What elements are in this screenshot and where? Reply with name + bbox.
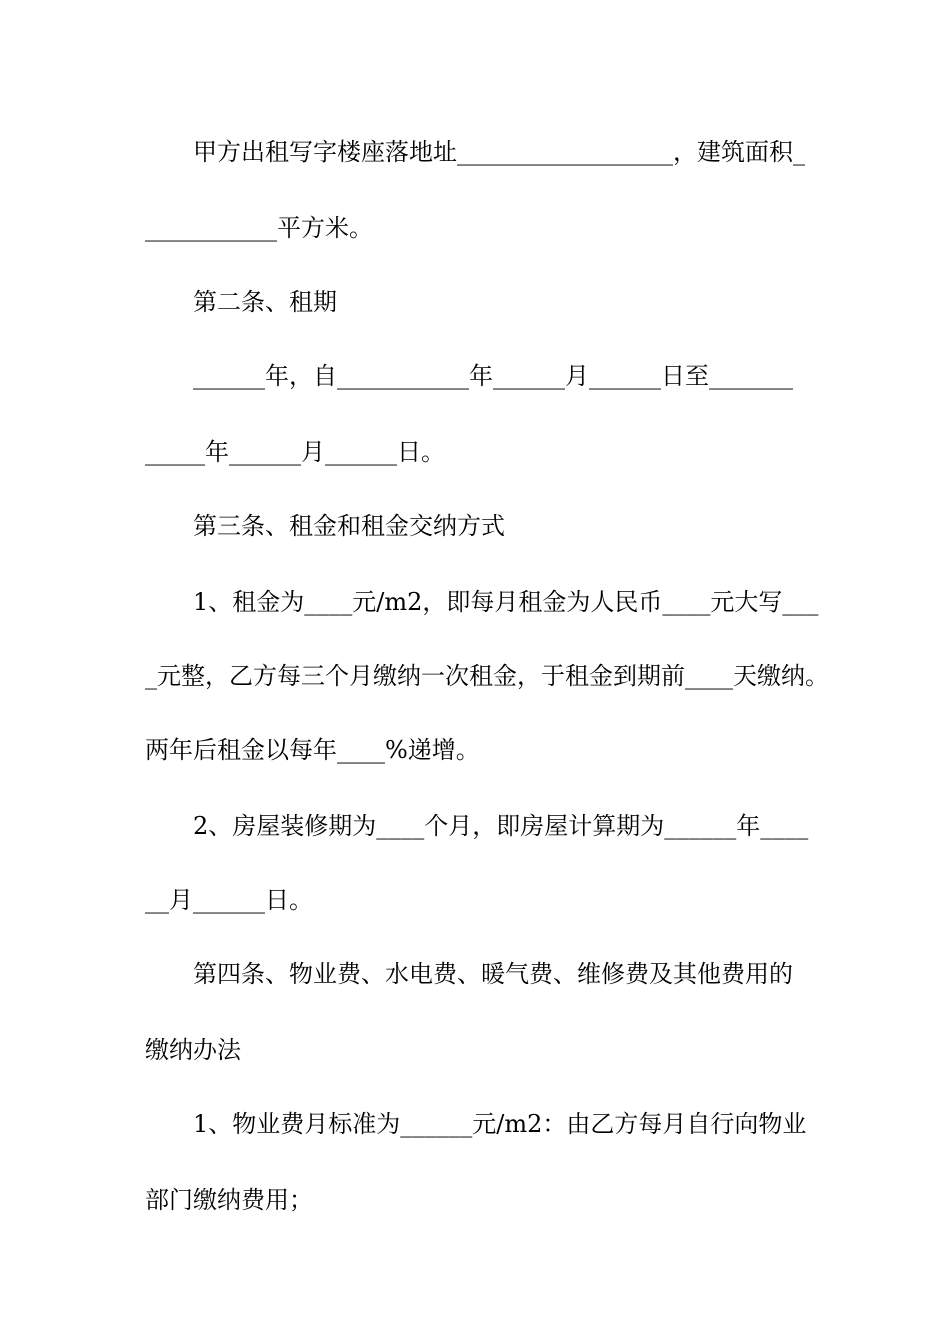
article-4-heading-cont: 缴纳办法 [145, 1036, 241, 1064]
property-fee-clause-1-cont: 部门缴纳费用； [145, 1186, 313, 1214]
rent-clause-1-cont: _元整，乙方每三个月缴纳一次租金，于租金到期前____天缴纳。 [145, 662, 829, 690]
decoration-clause-2: 2、房屋装修期为____个月，即房屋计算期为______年____ [193, 812, 809, 840]
rent-clause-1-increase: 两年后租金以每年____%递增。 [145, 736, 480, 764]
article-2-heading: 第二条、租期 [193, 288, 337, 316]
clause-location-text: 甲方出租写字楼座落地址__________________，建筑面积_ [193, 138, 805, 166]
article-4-heading: 第四条、物业费、水电费、暖气费、维修费及其他费用的 [193, 960, 793, 988]
lease-term-text: ______年，自___________年______月______日至_______ [193, 362, 793, 390]
decoration-clause-2-cont: __月______日。 [145, 886, 313, 914]
clause-area-text: ___________平方米。 [145, 214, 373, 242]
lease-term-end-text: _____年______月______日。 [145, 438, 445, 466]
rent-clause-1: 1、租金为____元/m2，即每月租金为人民币____元大写___ [193, 588, 819, 616]
article-3-heading: 第三条、租金和租金交纳方式 [193, 512, 505, 540]
property-fee-clause-1: 1、物业费月标准为______元/m2：由乙方每月自行向物业 [193, 1110, 807, 1138]
